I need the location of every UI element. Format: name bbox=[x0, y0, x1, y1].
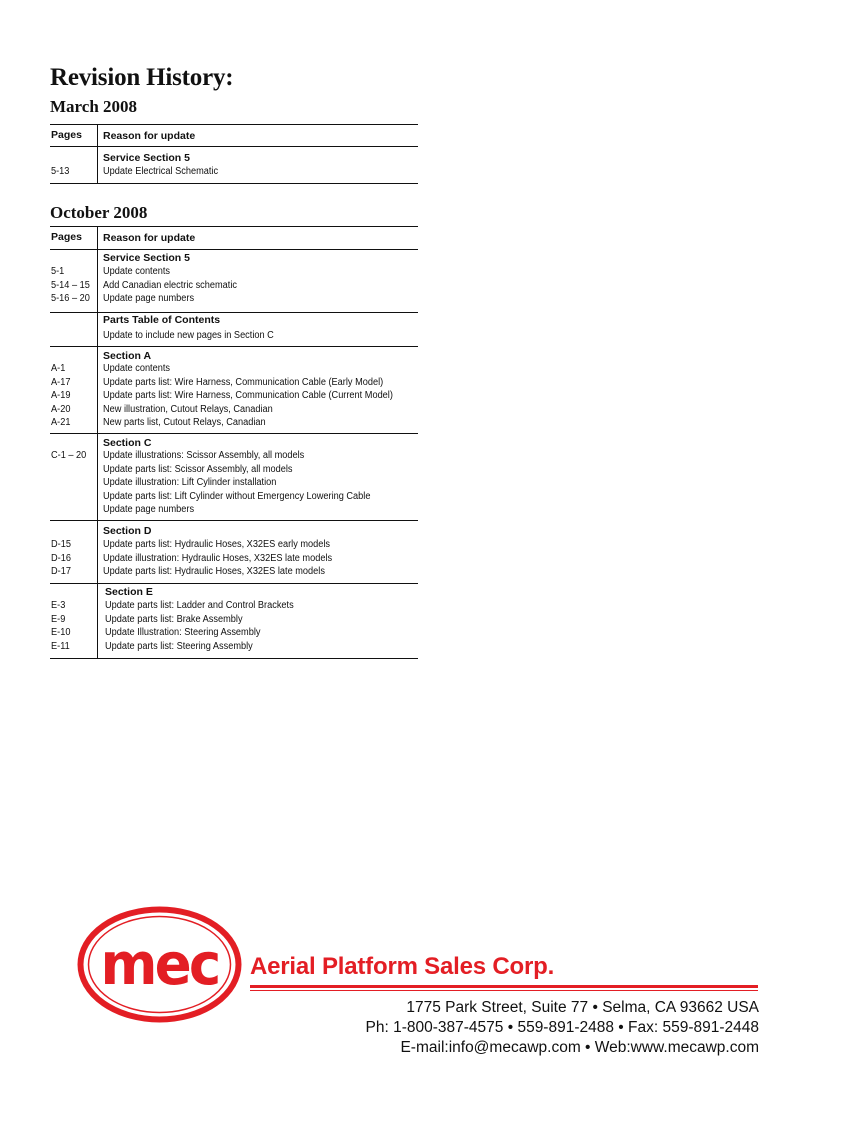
mec-logo-icon bbox=[77, 906, 242, 1023]
table-rule bbox=[50, 124, 418, 125]
reason-line: Update parts list: Steering Assembly bbox=[105, 640, 253, 652]
table-rule bbox=[50, 183, 418, 184]
reason-line: Update to include new pages in Section C bbox=[103, 330, 274, 341]
reason-line: Update parts list: Wire Harness, Communication Cable (Current Model) bbox=[103, 390, 393, 401]
col-header-reason: Reason for update bbox=[103, 232, 196, 244]
group-reasons bbox=[103, 362, 393, 430]
reason-line: Update page numbers bbox=[103, 504, 195, 515]
col-header-pages: Pages bbox=[51, 129, 82, 141]
page-ref: D-17 bbox=[51, 566, 71, 577]
page-ref: 5-13 bbox=[51, 166, 70, 177]
page-ref: C-1 – 20 bbox=[51, 450, 87, 461]
page-ref: 5-14 – 15 bbox=[51, 279, 90, 291]
page-ref: A-19 bbox=[51, 390, 71, 401]
brand-rule-thin bbox=[250, 990, 758, 991]
page-ref: A-17 bbox=[51, 376, 71, 388]
col-header-pages: Pages bbox=[51, 231, 82, 243]
reason-line: Update illustration: Lift Cylinder installation bbox=[103, 477, 277, 488]
table-rule bbox=[50, 346, 418, 347]
group-title: Section D bbox=[103, 525, 152, 537]
page-ref: E-9 bbox=[51, 613, 66, 625]
group-pages bbox=[51, 599, 70, 653]
section-heading-october-2008: October 2008 bbox=[50, 203, 148, 222]
group-pages bbox=[51, 538, 71, 579]
section-heading-march-2008: March 2008 bbox=[50, 97, 138, 116]
reason-line: Update parts list: Brake Assembly bbox=[105, 613, 243, 625]
group-title: Section E bbox=[105, 586, 153, 598]
group-title: Section A bbox=[103, 350, 152, 362]
group-title: Parts Table of Contents bbox=[103, 314, 221, 326]
page-title: Revision History: bbox=[50, 64, 234, 91]
reason-line: Update contents bbox=[103, 363, 171, 374]
col-header-reason: Reason for update bbox=[103, 130, 196, 142]
reason-line: New illustration, Cutout Relays, Canadian bbox=[103, 403, 273, 415]
group-title: Service Section 5 bbox=[103, 152, 190, 164]
reason-line: Update parts list: Wire Harness, Communication Cable (Early Model) bbox=[103, 376, 384, 388]
reason-line: Update parts list: Hydraulic Hoses, X32ES late models bbox=[103, 566, 325, 577]
reason-line: Update contents bbox=[103, 266, 171, 277]
group-reasons bbox=[103, 265, 237, 306]
reason-line: Update illustrations: Scissor Assembly, all models bbox=[103, 450, 305, 461]
page-ref: D-16 bbox=[51, 552, 71, 564]
logo-text: mec bbox=[100, 930, 219, 998]
group-title: Section C bbox=[103, 437, 152, 449]
table-column-divider bbox=[97, 227, 98, 658]
page-ref: D-15 bbox=[51, 539, 71, 550]
reason-line: Update page numbers bbox=[103, 293, 195, 304]
reason-line: Update Illustration: Steering Assembly bbox=[105, 627, 261, 638]
reason-line: Update parts list: Hydraulic Hoses, X32ES early models bbox=[103, 539, 331, 550]
brand-rule bbox=[250, 985, 758, 988]
group-reasons bbox=[103, 449, 370, 517]
table-rule bbox=[50, 146, 418, 147]
reason-line: Update Electrical Schematic bbox=[103, 166, 219, 177]
table-column-divider bbox=[97, 125, 98, 184]
table-rule bbox=[50, 583, 418, 584]
reason-line: Add Canadian electric schematic bbox=[103, 279, 237, 291]
reason-line: Update parts list: Ladder and Control Brackets bbox=[105, 600, 294, 611]
group-reasons bbox=[103, 538, 332, 579]
contact-line: E-mail:info@mecawp.com • Web:www.mecawp.com bbox=[400, 1039, 759, 1056]
page-ref: 5-16 – 20 bbox=[51, 293, 90, 304]
company-name: Aerial Platform Sales Corp. bbox=[250, 953, 555, 980]
page-ref: A-20 bbox=[51, 403, 71, 415]
company-contact bbox=[366, 998, 759, 1058]
page-ref: A-1 bbox=[51, 363, 66, 374]
page-ref: E-10 bbox=[51, 627, 71, 638]
reason-line: Update parts list: Scissor Assembly, all models bbox=[103, 463, 293, 475]
group-pages bbox=[51, 449, 86, 463]
table-rule bbox=[50, 520, 418, 521]
reason-line: Update illustration: Hydraulic Hoses, X32ES late models bbox=[103, 552, 333, 564]
table-rule bbox=[50, 433, 418, 434]
company-logo bbox=[77, 906, 242, 1023]
group-pages bbox=[51, 165, 69, 179]
group-pages bbox=[51, 265, 90, 306]
page-ref: E-3 bbox=[51, 600, 66, 611]
phone-line: Ph: 1-800-387-4575 • 559-891-2488 • Fax: 559-891-2448 bbox=[365, 1019, 759, 1036]
table-rule bbox=[50, 249, 418, 250]
page-ref: 5-1 bbox=[51, 266, 65, 277]
group-pages bbox=[51, 362, 70, 430]
table-rule bbox=[50, 226, 418, 227]
page-ref: E-11 bbox=[51, 640, 70, 652]
table-rule bbox=[50, 658, 418, 659]
table-rule bbox=[50, 312, 418, 313]
reason-line: New parts list, Cutout Relays, Canadian bbox=[103, 417, 266, 428]
group-reasons bbox=[103, 165, 218, 179]
group-title: Service Section 5 bbox=[103, 252, 190, 264]
reason-line: Update parts list: Lift Cylinder without Emergency Lowering Cable bbox=[103, 490, 371, 502]
page-ref: A-21 bbox=[51, 417, 71, 428]
group-reasons bbox=[103, 329, 274, 343]
group-reasons bbox=[105, 599, 294, 653]
address-line: 1775 Park Street, Suite 77 • Selma, CA 93662 USA bbox=[406, 999, 759, 1016]
